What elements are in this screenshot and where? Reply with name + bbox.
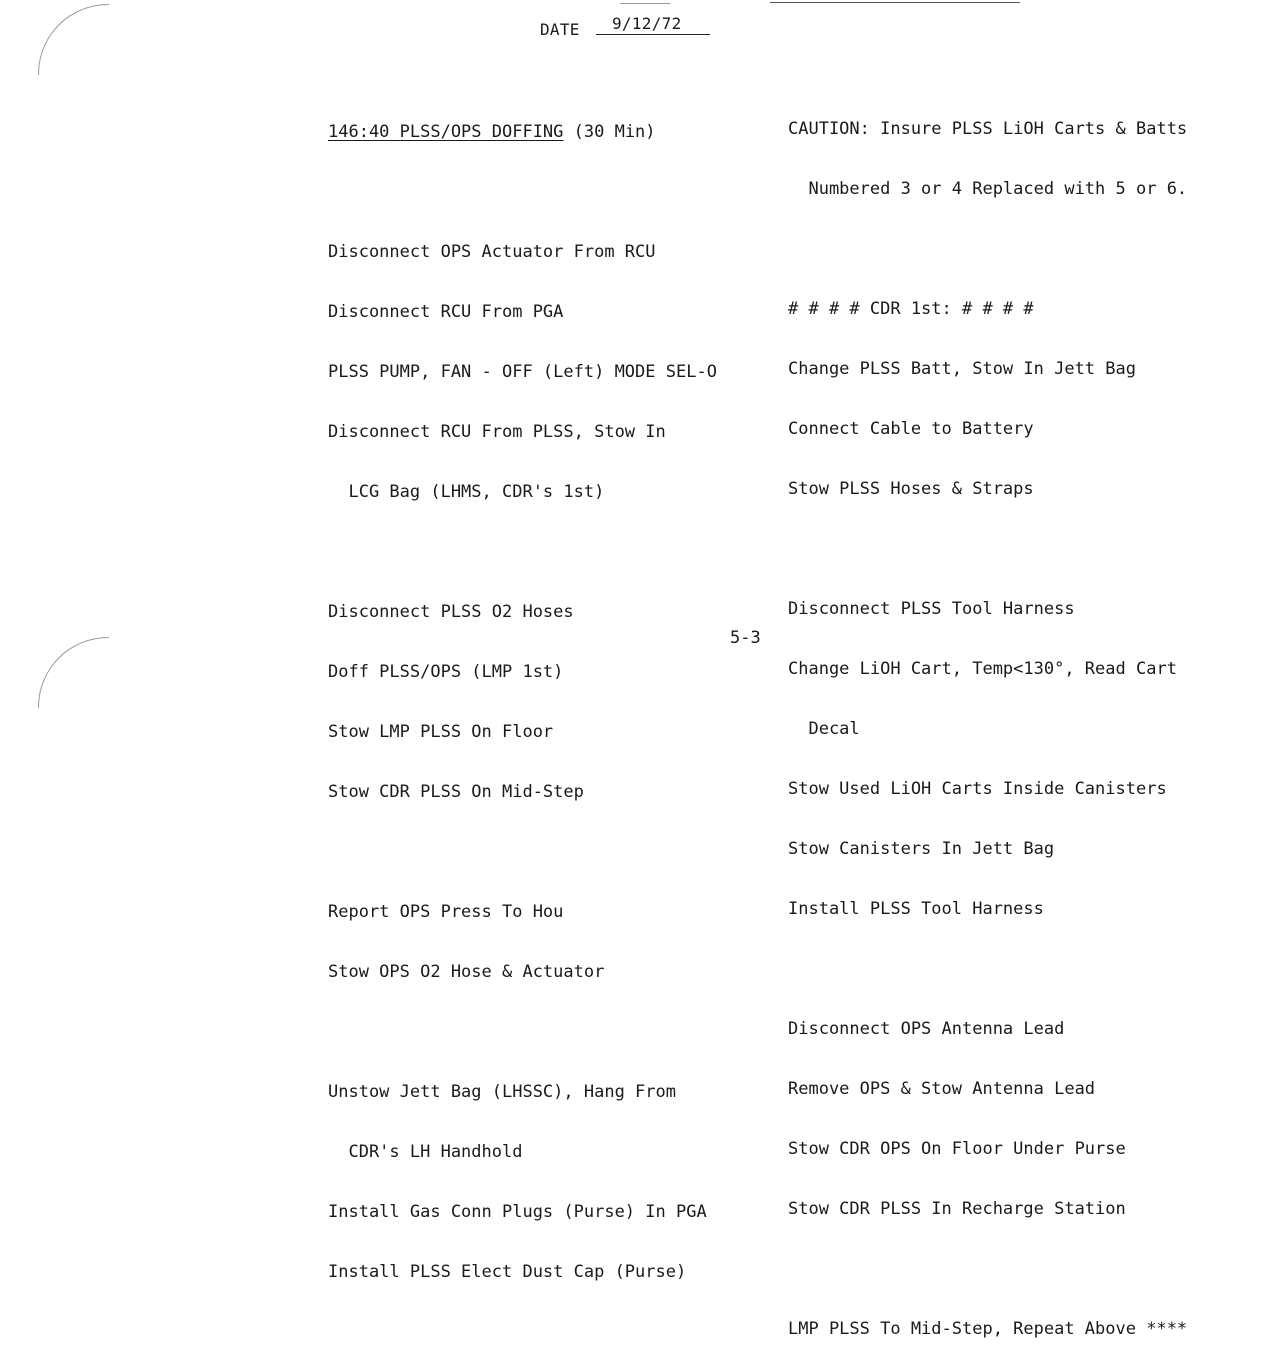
checklist-line: Decal: [788, 719, 860, 739]
checklist-line: Stow OPS O2 Hose & Actuator: [328, 962, 605, 982]
checklist-line: [788, 239, 1187, 259]
checklist-line: [328, 182, 717, 202]
checklist-line: Install PLSS Elect Dust Cap (Purse): [328, 1262, 687, 1282]
crew-order-header: # # # # CDR 1st: # # # #: [788, 299, 1034, 319]
right-checklist-column: [788, 79, 1187, 1352]
checklist-line: CDR's LH Handhold: [328, 1142, 523, 1162]
date-label: DATE: [540, 20, 580, 39]
top-edge-rule: [770, 2, 1020, 3]
checklist-line: Stow Canisters In Jett Bag: [788, 839, 1055, 859]
date-value: 9/12/72: [596, 14, 710, 35]
checklist-line: Stow CDR PLSS On Mid-Step: [328, 782, 584, 802]
checklist-line: Disconnect RCU From PGA: [328, 302, 564, 322]
top-edge-rule-short: [620, 3, 670, 4]
page-number: 5-3: [730, 628, 761, 648]
checklist-line: Doff PLSS/OPS (LMP 1st): [328, 662, 564, 682]
checklist-line: Disconnect OPS Antenna Lead: [788, 1019, 1065, 1039]
checklist-line: Stow CDR PLSS In Recharge Station: [788, 1199, 1126, 1219]
checklist-line: [788, 539, 1187, 559]
checklist-line: Stow Used LiOH Carts Inside Canisters: [788, 779, 1167, 799]
checklist-line: [788, 1259, 1187, 1279]
checklist-line: Unstow Jett Bag (LHSSC), Hang From: [328, 1082, 676, 1102]
checklist-line: Disconnect OPS Actuator From RCU: [328, 242, 656, 262]
caution-line: CAUTION: Insure PLSS LiOH Carts & Batts: [788, 119, 1188, 139]
checklist-line: [788, 959, 1187, 979]
checklist-line: Stow PLSS Hoses & Straps: [788, 479, 1034, 499]
checklist-line: Install PLSS Tool Harness: [788, 899, 1044, 919]
binder-hole-arc-bottom: [38, 637, 109, 708]
checklist-line: Report OPS Press To Hou: [328, 902, 564, 922]
checklist-line: Connect Cable to Battery: [788, 419, 1034, 439]
left-checklist-column: [328, 82, 717, 1322]
section-title: [328, 122, 717, 142]
checklist-line: [328, 542, 717, 562]
checklist-line: Disconnect RCU From PLSS, Stow In: [328, 422, 666, 442]
checklist-line: Install Gas Conn Plugs (Purse) In PGA: [328, 1202, 707, 1222]
section-title-duration: (30 Min): [563, 122, 656, 142]
checklist-line: Stow CDR OPS On Floor Under Purse: [788, 1139, 1126, 1159]
checklist-line: [328, 1022, 717, 1042]
checklist-line: PLSS PUMP, FAN - OFF (Left) MODE SEL-O: [328, 362, 717, 382]
checklist-line: Change LiOH Cart, Temp<130°, Read Cart: [788, 659, 1177, 679]
checklist-line: Stow LMP PLSS On Floor: [328, 722, 554, 742]
checklist-line: [328, 842, 717, 862]
checklist-line: LMP PLSS To Mid-Step, Repeat Above ****: [788, 1319, 1188, 1339]
checklist-line: Remove OPS & Stow Antenna Lead: [788, 1079, 1096, 1099]
checklist-line: Disconnect PLSS O2 Hoses: [328, 602, 574, 622]
checklist-line: Change PLSS Batt, Stow In Jett Bag: [788, 359, 1136, 379]
binder-hole-arc-top: [38, 4, 109, 75]
checklist-line: LCG Bag (LHMS, CDR's 1st): [328, 482, 605, 502]
checklist-line: Disconnect PLSS Tool Harness: [788, 599, 1075, 619]
caution-line: Numbered 3 or 4 Replaced with 5 or 6.: [788, 179, 1188, 199]
section-title-underlined: 146:40 PLSS/OPS DOFFING: [328, 122, 564, 142]
